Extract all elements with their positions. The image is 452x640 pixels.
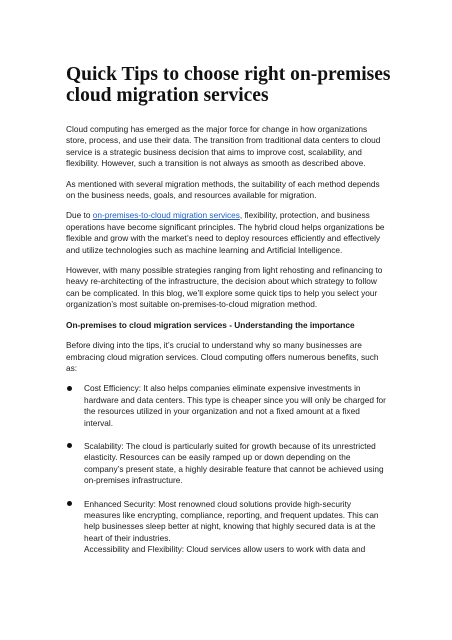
list-item-text: Enhanced Security: Most renowned cloud solutions provide high-security measures like encrypting, compliance, reporting, and frequent updates. This can help businesses sleep better at night, knowing that highly secured data is at the heart of their industries.: [84, 498, 379, 543]
paragraph-hybrid-rest: , flexibility, protection, and business operations have become significant principles. The hybrid cloud helps organizations be flexible and grow with the market’s need to deploy resources efficiently and effectively and utilize technologies such as machine learning and Artificial Intelligence.: [66, 210, 385, 255]
paragraph-strategies: However, with many possible strategies ranging from light rehosting and refinancing to heavy re-architecting of the infrastructure, the decision about which strategy to follow can be complicated. In this blog, we’ll explore some quick tips to help you select your organization’s most suitable on-premises-to-cloud migration method.: [66, 265, 383, 310]
bullet-icon: [67, 443, 72, 448]
list-item: [66, 383, 388, 429]
paragraph-methods: As mentioned with several migration methods, the suitability of each method depends on the business needs, goals, and resources available for migration.: [66, 178, 380, 201]
paragraph-benefits-intro: Before diving into the tips, it’s crucial to understand why so many businesses are embracing cloud migration services. Cloud computing offers numerous benefits, such as:: [66, 340, 379, 373]
list-item-text: Scalability: The cloud is particularly suited for growth because of its unrestricted elasticity. Resources can be easily ramped up or down depending on the company’s present state, a highly desirable feature that cannot be achieved using on-premises infrastructure.: [84, 440, 384, 486]
list-item: [66, 499, 388, 556]
list-item: [66, 441, 388, 487]
paragraph-hybrid: [66, 210, 388, 256]
benefits-list: [66, 383, 388, 555]
document-title: Quick Tips to choose right on-premises cloud migration services: [66, 64, 391, 106]
migration-services-link[interactable]: on-premises-to-cloud migration services: [92, 210, 240, 221]
bullet-icon: [67, 386, 72, 391]
list-item-continuation: Accessibility and Flexibility: Cloud services allow users to work with data and: [84, 544, 366, 555]
paragraph-hybrid-lead: Due to: [66, 210, 93, 221]
section-heading: On-premises to cloud migration services - Understanding the importance: [66, 319, 355, 330]
document-body: [66, 124, 388, 568]
list-item-text: Cost Efficiency: It also helps companies eliminate expensive investments in hardware and data centers. This type is cheaper since you will only be charged for the resources utilized in your organization and not a fixed amount at a fixed interval.: [84, 383, 386, 428]
paragraph-intro: Cloud computing has emerged as the major force for change in how organizations store, process, and use their data. The transition from traditional data centers to cloud service is a strategic business decision that aims to improve cost, scalability, and flexibility. However, such a transition is not always as smooth as described above.: [66, 124, 381, 169]
bullet-icon: [67, 501, 72, 506]
